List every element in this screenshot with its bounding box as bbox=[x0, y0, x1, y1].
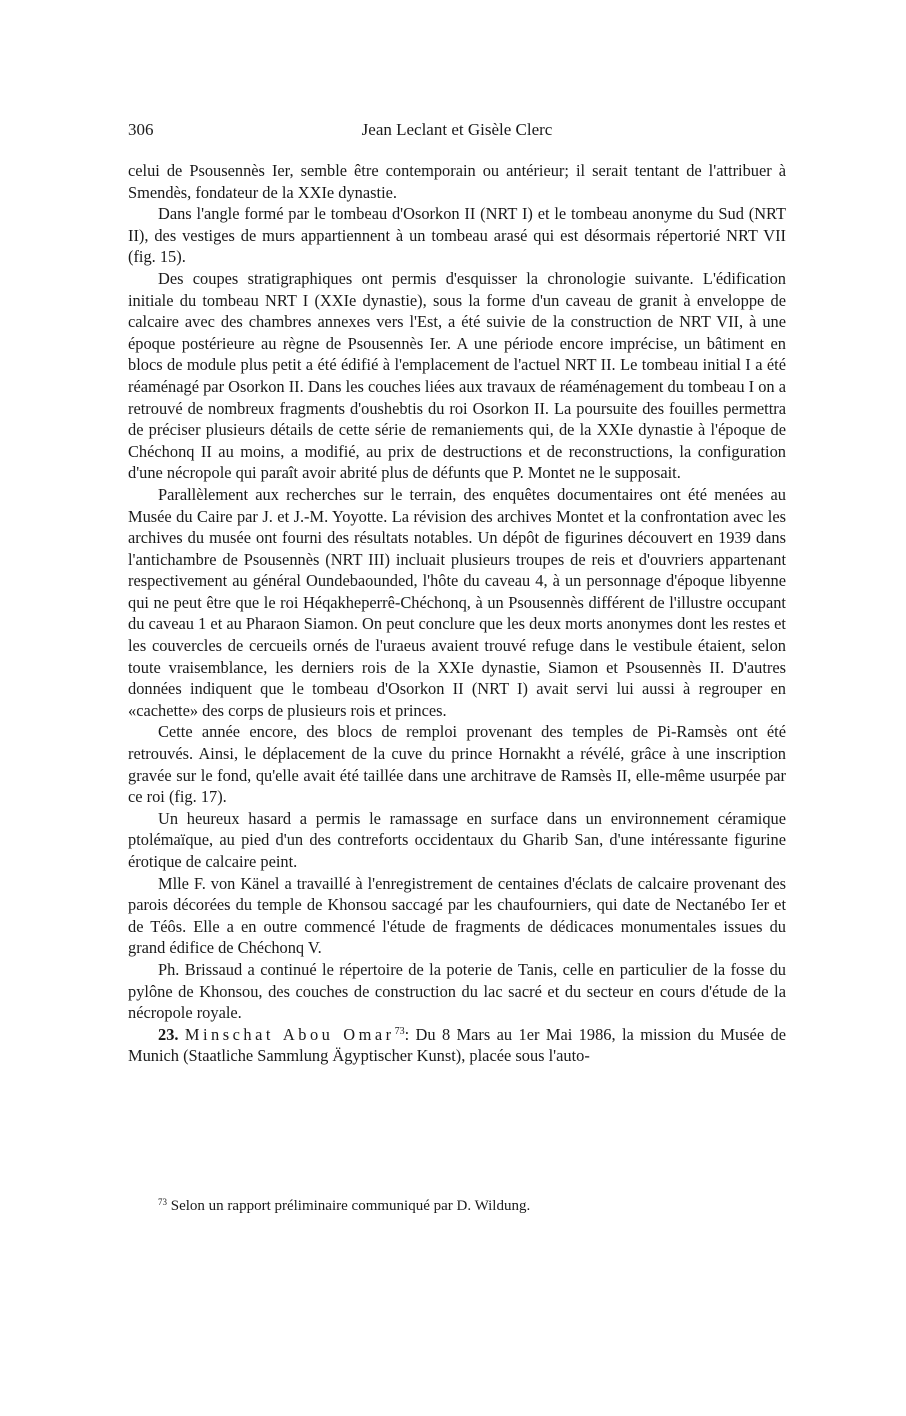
footnote-ref: 73 bbox=[394, 1025, 405, 1037]
body-text bbox=[128, 160, 786, 1067]
footnote-text: Selon un rapport préliminaire communiqué par D. Wildung. bbox=[170, 1198, 531, 1214]
paragraph: Mlle F. von Känel a travaillé à l'enregistrement de centaines d'éclats de calcaire provenant des parois décorées du temple de Khonsou saccagé par les chaufourniers, qui date de Nectanébo Ier et de Téôs. Elle a en outre commencé l'étude de fragments de dédicaces monumentales issues du grand édifice de Chéchonq V. bbox=[128, 873, 786, 958]
paragraph: Dans l'angle formé par le tombeau d'Osorkon II (NRT I) et le tombeau anonyme du Sud (NRT II), des vestiges de murs appartiennent à un tombeau arasé qui est désormais répertorié NRT VII (fig. 15). bbox=[128, 204, 786, 267]
footnote-number: 73 bbox=[158, 1197, 167, 1207]
section-paragraph bbox=[128, 1024, 786, 1067]
paragraph: Parallèlement aux recherches sur le terrain, des enquêtes documentaires ont été menées au Musée du Caire par J. et J.-M. Yoyotte. La révision des archives Montet et la confrontation avec les archives du musée ont fourni des résultats notables. Un dépôt de figurines découvert en 1939 dans l'antichambre de Psousennès (NRT III) incluait plusieurs troupes de reis et d'ouvriers appartenant respectivement au général Oundebaounded, l'hôte du caveau 4, à un personnage d'époque libyenne qui ne peut être que le roi Héqakheperrê-Chéchonq, à un Psousennès différent de l'illustre occupant du caveau 1 et au Pharaon Siamon. On peut conclure que les deux morts anonymes dont les restes et les couvercles de cercueils ornés de l'uraeus avaient trouvé refuge dans le vestibule étaient, selon toute vraisemblance, les derniers rois de la XXIe dynastie, Siamon et Psousennès II. D'autres données indiquent que le tombeau d'Osorkon II (NRT I) avait servi lui aussi à regrouper en «cachette» des corps de plusieurs rois et princes. bbox=[128, 484, 786, 720]
paragraph: Un heureux hasard a permis le ramassage en surface dans un environnement céramique ptolémaïque, au pied d'un des contreforts occidentaux du Gharib San, d'une intéressante figurine érotique de calcaire peint. bbox=[128, 808, 786, 871]
paragraph-continuation: celui de Psousennès Ier, semble être contemporain ou antérieur; il serait tentant de l'attribuer à Smendès, fondateur de la XXIe dynastie. bbox=[128, 161, 786, 202]
paragraph: Cette année encore, des blocs de remploi provenant des temples de Pi-Ramsès ont été retrouvés. Ainsi, le déplacement de la cuve du prince Hornakht a révélé, grâce à une inscription gravée sur le fond, qu'elle avait été taillée dans une architrave de Ramsès II, elle-même usurpée par ce roi (fig. 17). bbox=[128, 722, 786, 807]
paragraph-text: : Du 8 Mars au 1er Mai 1986, la mission du Musée de Munich (Staatliche Sammlung Ägyptischer Kunst), placée sous l'auto- bbox=[128, 1024, 786, 1066]
footnote bbox=[158, 1196, 786, 1216]
paragraph: Des coupes stratigraphiques ont permis d'esquisser la chronologie suivante. L'édification initiale du tombeau NRT I (XXIe dynastie), sous la forme d'un caveau de granit à enveloppe de calcaire avec des chambres annexes vers l'Est, a été suivie de la construction de NRT VII, à une époque postérieure au règne de Psousennès Ier. A une période encore imprécise, un bâtiment en blocs de module plus petit a été édifié à l'emplacement de l'actuel NRT II. Le tombeau initial I a été réaménagé par Osorkon II. Dans les couches liées aux travaux de réaménagement du tombeau I on a retrouvé de nombreux fragments d'oushebtis du roi Osorkon II. La poursuite des fouilles permettra de préciser plusieurs détails de cette série de remaniements qui, de la XXIe dynastie à l'époque de Chéchonq II au moins, a modifié, au prix de destructions et de reconstructions, la configuration d'une nécropole qui paraît avoir abrité plus de défunts que P. Montet ne le supposait. bbox=[128, 268, 786, 483]
page-number: 306 bbox=[128, 120, 154, 139]
site-name: Minschat Abou Omar bbox=[184, 1024, 395, 1044]
section-number: 23. bbox=[158, 1024, 179, 1044]
running-title: Jean Leclant et Gisèle Clerc bbox=[361, 120, 553, 139]
paragraph: Ph. Brissaud a continué le répertoire de la poterie de Tanis, celle en particulier de la fosse du pylône de Khonsou, des couches de construction du lac sacré et du secteur en cours d'étude de la nécropole royale. bbox=[128, 959, 786, 1023]
page-header bbox=[128, 118, 786, 142]
